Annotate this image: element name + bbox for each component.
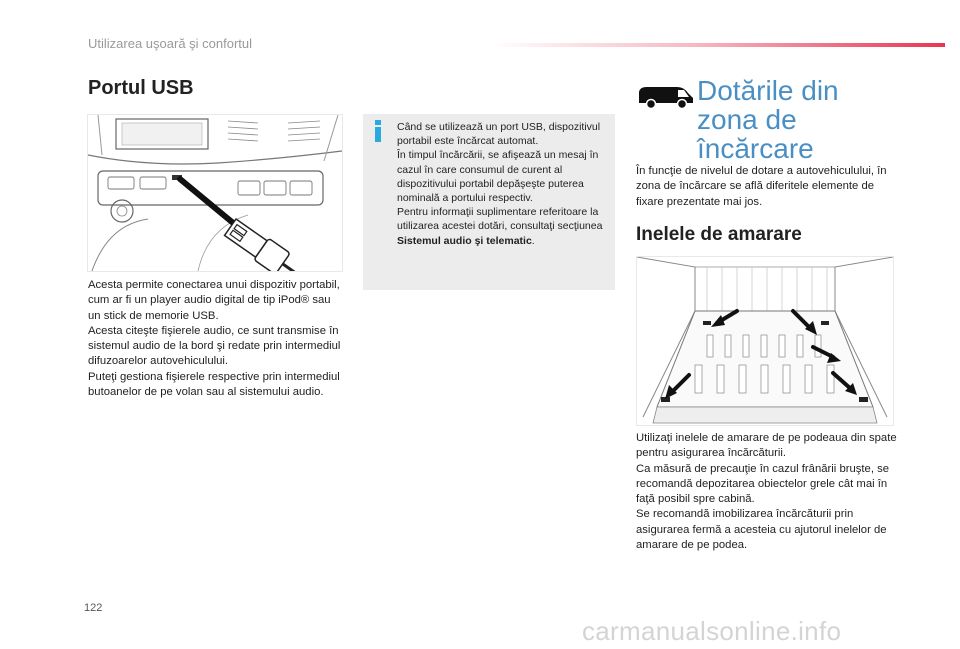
info-paragraph-2: În timpul încărcării, se afişează un mesaj în cazul în care consumul de curent al dispozitivului portabil depăşeşte puterea nominală a portului respectiv. (397, 149, 599, 205)
watermark: carmanualsonline.info (582, 616, 842, 646)
info-icon (371, 120, 385, 142)
lashing-description (636, 431, 898, 553)
usb-paragraph-2: Acesta citeşte fişierele audio, ce sunt transmise în sistemul audio de la bord şi redate prin intermediul difuzoarelor autovehiculului. (88, 324, 341, 368)
lashing-paragraph-1: Utilizaţi inelele de amarare de pe podeaua din spate pentru asigurarea încărcăturii. (636, 432, 897, 460)
info-reference-intro: Pentru informaţii suplimentare referitoare la utilizarea acestei dotări, consultaţi secţiunea (397, 206, 603, 233)
lashing-paragraph-3: Se recomandă imobilizarea încărcăturii prin asigurarea fermă a acesteia cu ajutorul inelelor de amarare de pe podea. (636, 508, 887, 552)
usb-description (88, 278, 346, 400)
usb-section-title: Portul USB (88, 77, 194, 99)
page-number: 122 (84, 602, 103, 614)
info-reference (397, 205, 611, 248)
load-area-title-line-3: încărcare (697, 133, 814, 164)
lashing-rings-illustration (636, 256, 894, 426)
lashing-paragraph-2: Ca măsură de precauţie în cazul frânării bruşte, se recomandă depozitarea obiectelor grele cât mai în faţă posibil spre cabină. (636, 462, 890, 506)
header-accent-bar (490, 43, 945, 47)
load-area-title-line-2: zona de (697, 104, 797, 135)
van-icon (637, 84, 695, 110)
info-paragraph-1: Când se utilizează un port USB, dispozitivul portabil este încărcat automat. (397, 121, 601, 148)
header-title: Utilizarea uşoară şi confortul (88, 36, 253, 51)
usb-paragraph-3: Puteţi gestiona fişierele respective prin intermediul butoanelor de pe volan sau al sistemului audio. (88, 370, 340, 399)
info-reference-section: Sistemul audio şi telematic (397, 234, 532, 247)
lashing-section-title: Inelele de amarare (636, 224, 802, 245)
info-box (363, 114, 615, 290)
load-area-title (697, 76, 839, 163)
usb-port-illustration (87, 114, 343, 272)
info-text (397, 120, 611, 248)
load-area-title-line-1: Dotările din (697, 75, 839, 106)
load-area-intro-text: În funcţie de nivelul de dotare a autovehiculului, în zona de încărcare se află diferitele elemente de fixare prezentate mai jos. (636, 165, 887, 208)
usb-paragraph-1: Acesta permite conectarea unui dispozitiv portabil, cum ar fi un player audio digital de tip iPod® sau un stick de memorie USB. (88, 279, 340, 322)
load-area-intro (636, 164, 898, 210)
info-reference-end: . (531, 234, 535, 247)
